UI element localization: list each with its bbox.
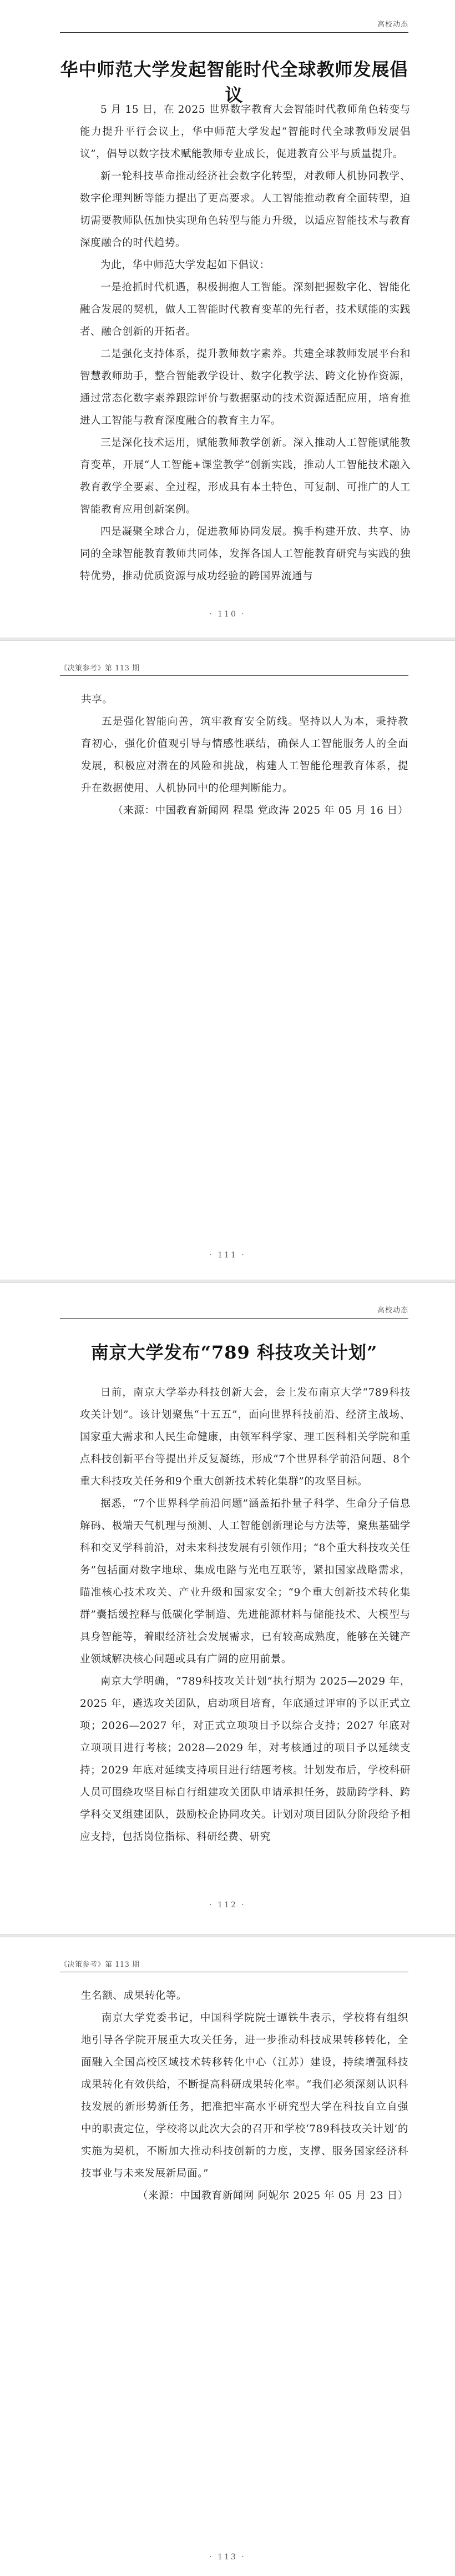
- page-number: · 113 ·: [209, 2553, 246, 2562]
- paragraph: 三是深化技术运用，赋能教师教学创新。深入推动人工智能赋能教育变革，开展“人工智能+课堂教学”创新实践，推动人工智能技术融入教育教学全要素、全过程，形成具有本土特色、可复制、可推广的人工智能教育应用创新案例。: [80, 437, 411, 515]
- source-line: （来源：中国教育新闻网 阿妮尔 2025 年 05 月 23 日）: [137, 2190, 408, 2202]
- paragraph: 南京大学明确，“789科技攻关计划”执行期为 2025—2029 年，2025 年，遴选攻关团队，启动项目培育，年底通过评审的予以正式立项；2026—2027 年，对正式立项项目予以综合支持；2027 年底对立项项目进行考核；2028—2029 年，对考核通过的项目予以延续支持；2029 年底对延续支持项目进行结题考核。计划发布后，学校科研人员可围绕攻坚目标自行组建攻关团队申请承担任务，鼓励跨学科、跨学科交叉组建团队，鼓励校企协同攻关。计划对项目团队分阶段给予相应支持，包括岗位指标、科研经费、研究: [80, 1676, 411, 1843]
- running-header-left: 《决策参考》第 113 期: [60, 1961, 140, 1969]
- article-body-2b: [81, 1985, 408, 2207]
- paragraph: 五是强化智能向善，筑牢教育安全防线。坚持以人为本，秉持教育初心，强化价值观引导与情感性联结，确保人工智能服务人的全面发展，积极应对潜在的风险和挑战，构建人工智能伦理教育体系，提升在数据使用、人机协同中的伦理判断能力。: [81, 716, 408, 794]
- header-rule: [60, 675, 408, 676]
- paragraph: 新一轮科技革命推动经济社会数字化转型，对教师人机协同教学、数字伦理判断等能力提出了更高要求。人工智能推动教育全面转型，迫切需要教师队伍加快实现角色转型与能力升级，以适应智能技术与教育深度融合的时代趋势。: [80, 171, 411, 249]
- running-header-left: 《决策参考》第 113 期: [60, 664, 140, 673]
- page-110: [0, 0, 455, 638]
- page-112: [0, 1283, 455, 1934]
- header-rule: [60, 32, 408, 33]
- article-body-1a: [80, 99, 411, 588]
- page-number: · 112 ·: [209, 1901, 246, 1910]
- running-header-right: 高校动态: [377, 21, 408, 29]
- article-title-1: 华中师范大学发起智能时代全球教师发展倡议: [60, 59, 408, 106]
- running-header-right: 高校动态: [377, 1306, 408, 1315]
- page-number: · 110 ·: [209, 610, 246, 619]
- paragraph: 共享。: [81, 694, 113, 705]
- paragraph: 生名额、成果转化等。: [81, 1990, 188, 2002]
- paragraph: 二是强化支持体系，提升教师数字素养。共建全球教师发展平台和智慧教师助手，整合智能教学设计、数字化教学法、跨文化协作资源，通过常态化数字素养跟踪评价与数据驱动的技术资源适配应用，培育推进人工智能与教育深度融合的教育主力军。: [80, 348, 411, 427]
- header-rule: [60, 1318, 408, 1319]
- paragraph: 日前，南京大学举办科技创新大会，会上发布南京大学“789科技攻关计划”。该计划聚焦“十五五”，面向世界科技前沿、经济主战场、国家重大需求和人民生命健康，由领军科学家、理工医科相关学院和重点科技创新平台等提出并反复凝练，形成“7个世界科学前沿问题、8个重大科技攻关任务和9个重大创新技术转化集群”的攻坚目标。: [80, 1387, 411, 1487]
- paragraph: 南京大学党委书记，中国科学院院士谭铁牛表示，学校将有组织地引导各学院开展重大攻关任务，进一步推动科技成果转移转化，全面融入全国高校区域技术转移转化中心（江苏）建设，持续增强科技成果转化有效供给，不断提高科研成果转化率。“我们必须深刻认识科技发展的新形势新任务，把准把牢高水平研究型大学在科技自立自强中的职责定位，学校将以此次大会的召开和学校‘789科技攻关计划’的实施为契机，不断加大推动科技创新的力度，支撑、服务国家经济科技事业与未来发展新局面。”: [81, 2012, 408, 2179]
- article-body-2a: [80, 1382, 411, 1848]
- page-113: [0, 1937, 455, 2576]
- paragraph: 一是抢抓时代机遇，积极拥抱人工智能。深刻把握数字化、智能化融合发展的契机，做人工智能时代教育变革的先行者，技术赋能的实践者、融合创新的开拓者。: [80, 282, 411, 338]
- paragraph: 据悉，“7个世界科学前沿问题”涵盖拓扑量子科学、生命分子信息解码、极端天气机理与预测、人工智能创新理论与方法等，聚焦基础学科和交叉学科前沿，对未来科技发展有引领作用；“8个重大科技攻关任务”包括面对数字地球、集成电路与光电互联等，紧扣国家战略需求，瞄准核心技术攻关、产业升级和国家安全；“9个重大创新技术转化集群”囊括缓控释与低碳化学制造、先进能源材料与储能技术、大模型与具身智能等，着眼经济社会发展需求，已有较高成熟度，能够在关键产业领域解决核心问题或具有广阔的应用前景。: [80, 1498, 411, 1665]
- paragraph: 四是凝聚全球合力，促进教师协同发展。携手构建开放、共享、协同的全球智能教育教师共同体，发挥各国人工智能教育研究与实践的独特优势，推动优质资源与成功经验的跨国界流通与: [80, 526, 411, 582]
- paragraph: 为此，华中师范大学发起如下倡议：: [100, 259, 270, 271]
- page-111: [0, 641, 455, 1280]
- article-body-1b: [81, 689, 408, 822]
- page-number: · 111 ·: [209, 1251, 246, 1260]
- source-line: （来源：中国教育新闻网 程墨 党政涛 2025 年 05 月 16 日）: [113, 805, 408, 816]
- article-title-2: 南京大学发布“789 科技攻关计划”: [90, 1342, 378, 1363]
- paragraph: 5 月 15 日，在 2025 世界数字教育大会智能时代教师角色转变与能力提升平行会议上，华中师范大学发起“智能时代全球教师发展倡议”，倡导以数字技术赋能教师专业成长，促进教育公平与质量提升。: [80, 104, 411, 160]
